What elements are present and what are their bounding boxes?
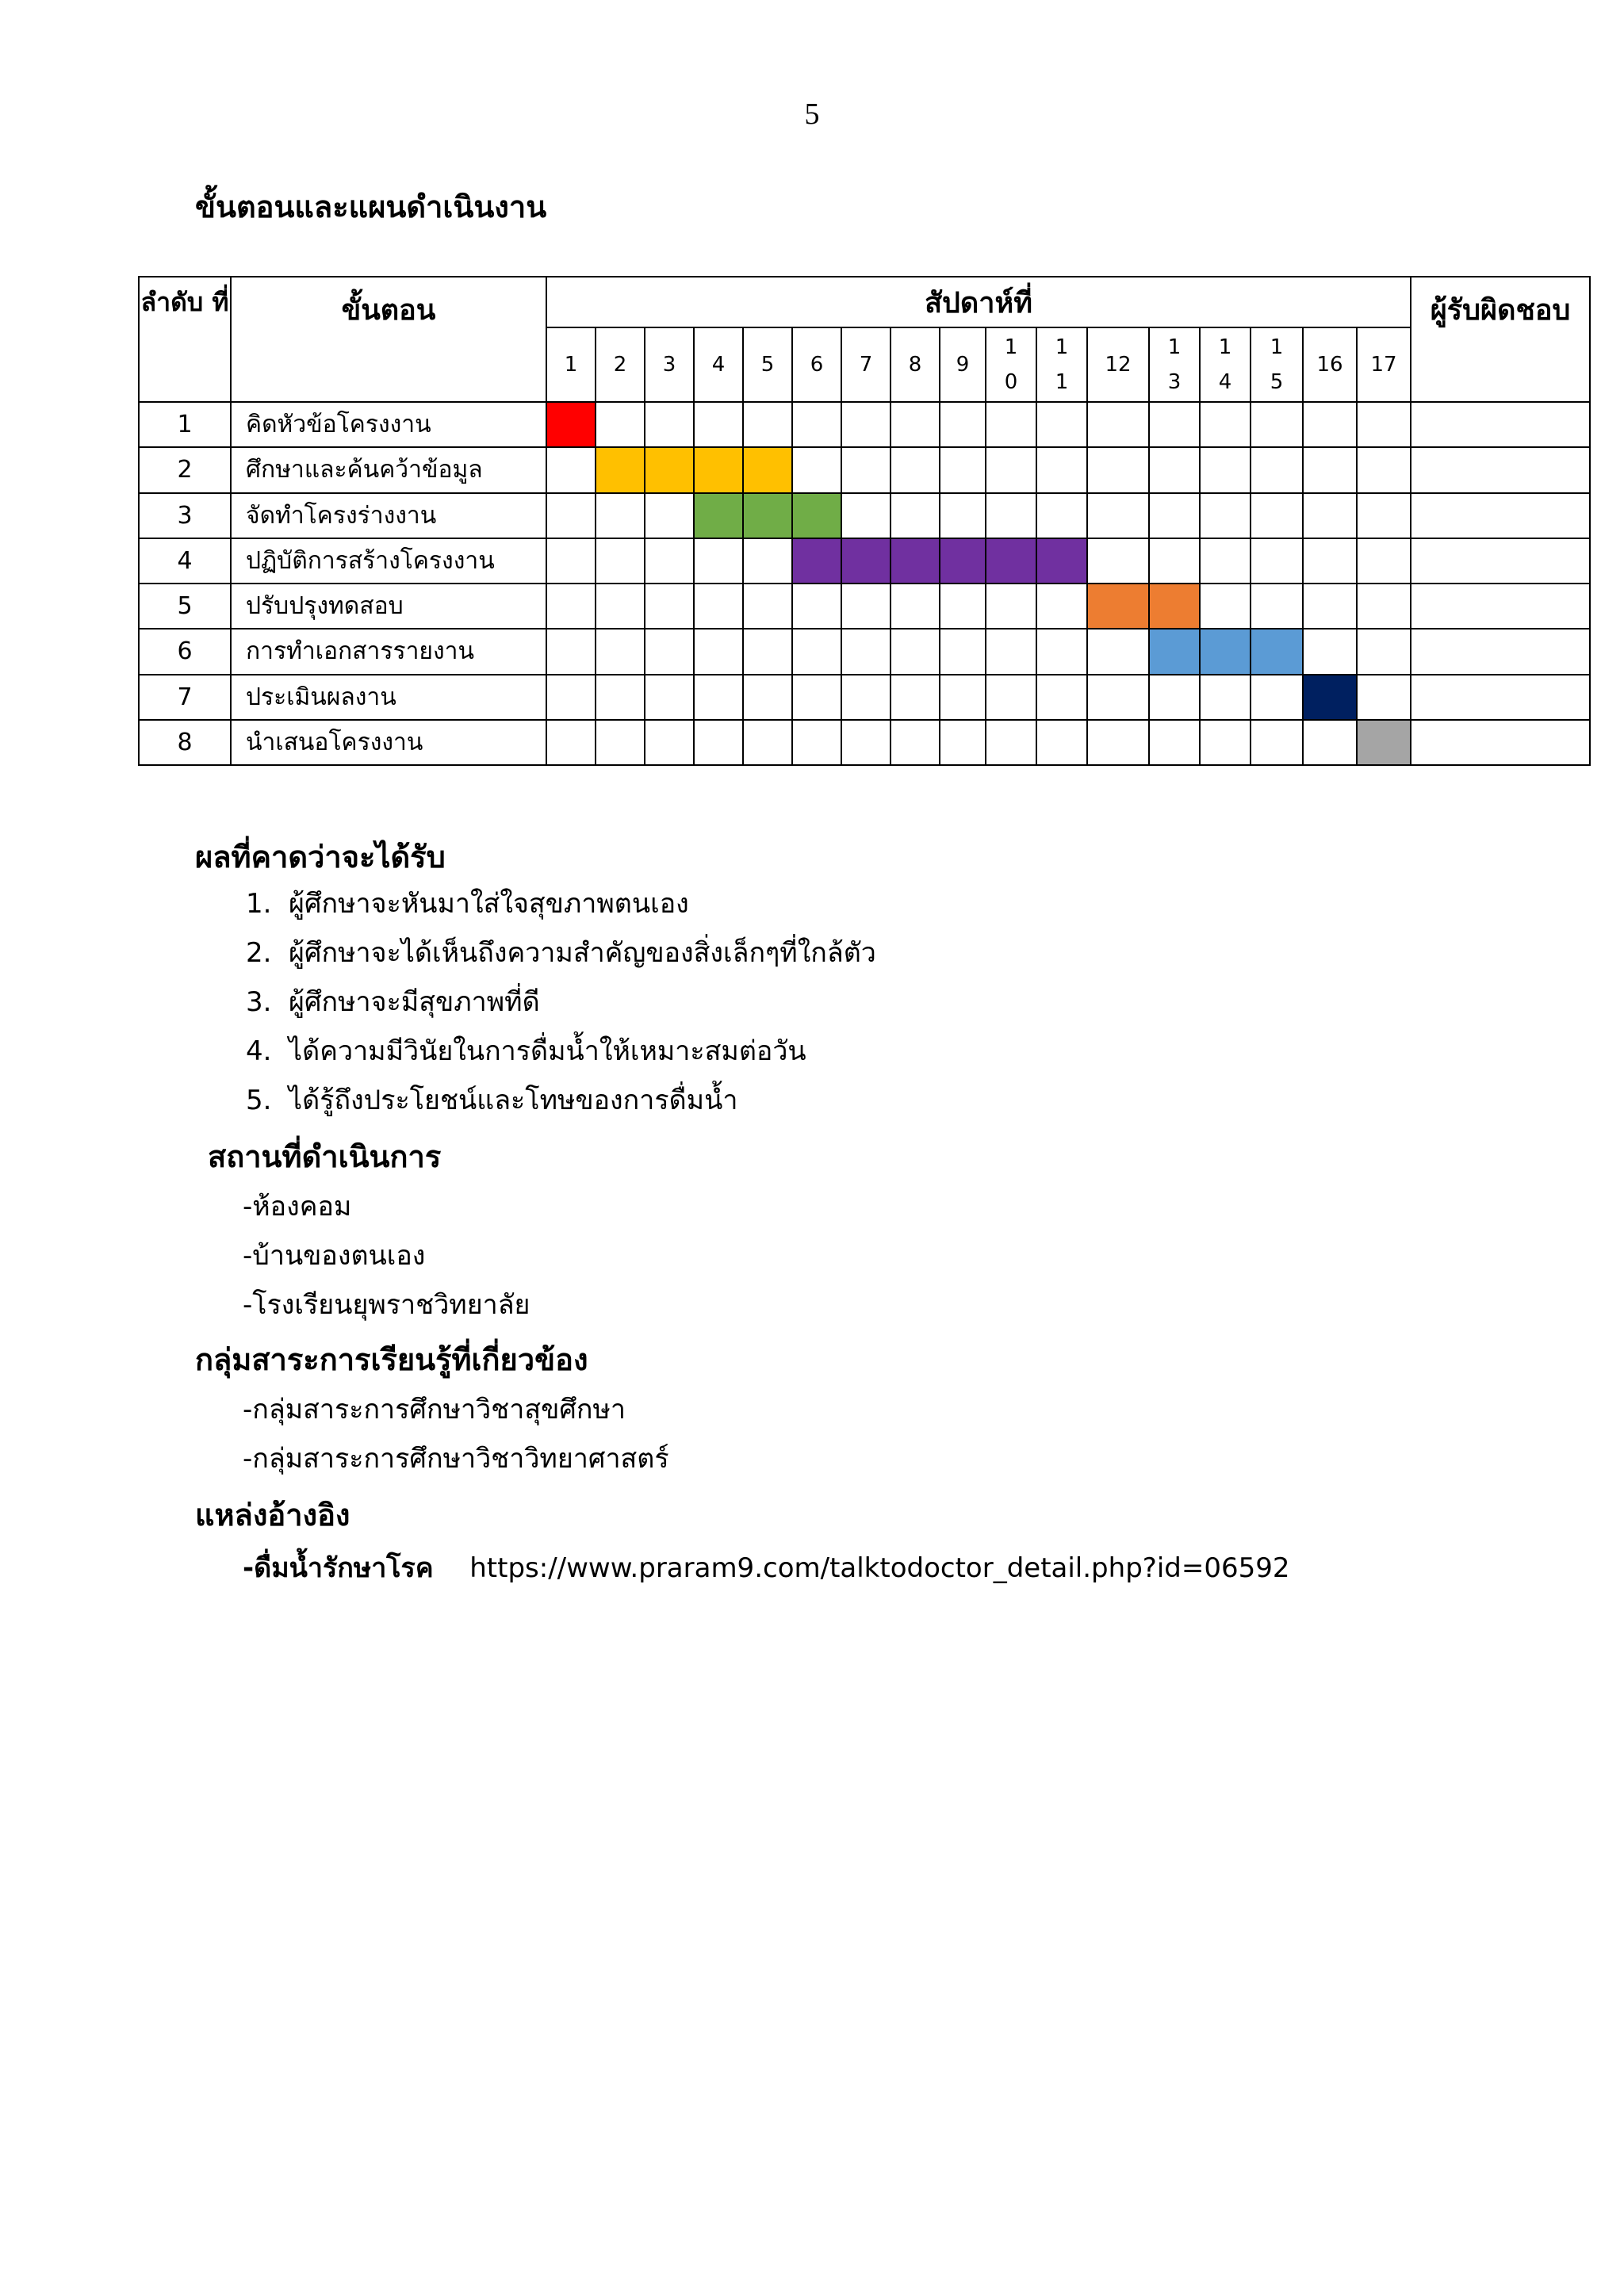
gantt-empty-cell [1036,675,1087,720]
gantt-empty-cell [743,720,792,765]
week-number: 12 [1087,327,1149,402]
gantt-empty-cell [1357,493,1411,538]
gantt-empty-cell [1149,402,1200,447]
table-row [139,629,1590,674]
week-number: 9 [940,327,986,402]
gantt-empty-cell [891,629,940,674]
row-step: คิดหัวข้อโครงงาน [231,402,546,447]
gantt-empty-cell [891,493,940,538]
list-item: -บ้านของตนเอง [243,1240,426,1272]
gantt-bar-cell [1251,629,1303,674]
gantt-empty-cell [1087,720,1149,765]
gantt-empty-cell [841,629,891,674]
week-number: 3 [645,327,694,402]
gantt-empty-cell [1200,447,1251,492]
gantt-empty-cell [1036,629,1087,674]
week-number: 1 0 [986,327,1036,402]
gantt-empty-cell [1303,402,1357,447]
gantt-empty-cell [841,584,891,629]
gantt-empty-cell [694,402,743,447]
gantt-empty-cell [743,629,792,674]
row-number: 8 [139,720,231,765]
plan-heading: ขั้นตอนและแผนดำเนินงาน [195,189,547,224]
gantt-empty-cell [940,584,986,629]
gantt-bar-cell [792,538,841,584]
gantt-empty-cell [1149,447,1200,492]
gantt-empty-cell [1087,629,1149,674]
list-item: -ห้องคอม [243,1191,352,1223]
gantt-empty-cell [596,493,645,538]
location-heading: สถานที่ดำเนินการ [208,1139,442,1174]
gantt-empty-cell [1251,447,1303,492]
gantt-bar-cell [546,402,596,447]
gantt-empty-cell [792,720,841,765]
gantt-empty-cell [1303,493,1357,538]
gantt-empty-cell [645,402,694,447]
gantt-empty-cell [891,584,940,629]
gantt-empty-cell [1357,629,1411,674]
gantt-empty-cell [1087,538,1149,584]
list-item: -โรงเรียนยุพราชวิทยาลัย [243,1289,530,1321]
gantt-bar-cell [1303,675,1357,720]
gantt-empty-cell [1357,584,1411,629]
gantt-empty-cell [986,675,1036,720]
gantt-empty-cell [1303,629,1357,674]
table-row [139,675,1590,720]
page-number: 5 [804,98,820,131]
gantt-empty-cell [940,493,986,538]
row-responsible [1411,675,1590,720]
gantt-bar-cell [891,538,940,584]
gantt-empty-cell [1303,447,1357,492]
list-item: 5. ได้รู้ถึงประโยชน์และโทษของการดื่มน้ำ [246,1085,738,1116]
location-list [243,1184,530,1332]
table-row [139,584,1590,629]
row-responsible [1411,584,1590,629]
gantt-empty-cell [694,720,743,765]
list-item: 1. ผู้ศึกษาจะหันมาใส่ใจสุขภาพตนเอง [246,888,689,920]
row-number: 7 [139,675,231,720]
row-step: ปฏิบัติการสร้างโครงงาน [231,538,546,584]
gantt-empty-cell [1251,493,1303,538]
gantt-empty-cell [940,402,986,447]
gantt-empty-cell [743,675,792,720]
gantt-bar-cell [743,493,792,538]
table-row [139,720,1590,765]
list-item: -กลุ่มสาระการศึกษาวิชาวิทยาศาสตร์ [243,1443,669,1475]
gantt-empty-cell [743,402,792,447]
gantt-empty-cell [891,447,940,492]
gantt-empty-cell [645,493,694,538]
week-number: 16 [1303,327,1357,402]
gantt-empty-cell [891,402,940,447]
gantt-bar-cell [596,447,645,492]
gantt-empty-cell [1036,447,1087,492]
row-number: 2 [139,447,231,492]
gantt-empty-cell [1087,447,1149,492]
gantt-empty-cell [1200,538,1251,584]
gantt-empty-cell [841,675,891,720]
gantt-empty-cell [1036,720,1087,765]
gantt-bar-cell [1149,584,1200,629]
gantt-empty-cell [1036,493,1087,538]
gantt-empty-cell [1251,402,1303,447]
gantt-bar-cell [645,447,694,492]
gantt-bar-cell [694,493,743,538]
gantt-empty-cell [645,720,694,765]
gantt-empty-cell [1036,402,1087,447]
table-row [139,538,1590,584]
week-number: 1 [546,327,596,402]
gantt-empty-cell [792,447,841,492]
row-step: ปรับปรุงทดสอบ [231,584,546,629]
gantt-empty-cell [1087,402,1149,447]
row-responsible [1411,402,1590,447]
row-step: ศึกษาและค้นคว้าข้อมูล [231,447,546,492]
gantt-empty-cell [986,629,1036,674]
gantt-empty-cell [1251,538,1303,584]
gantt-bar-cell [1149,629,1200,674]
gantt-empty-cell [986,493,1036,538]
row-number: 5 [139,584,231,629]
gantt-empty-cell [841,720,891,765]
gantt-empty-cell [694,538,743,584]
gantt-empty-cell [792,402,841,447]
week-number: 4 [694,327,743,402]
gantt-empty-cell [596,584,645,629]
gantt-empty-cell [645,584,694,629]
week-number: 1 3 [1149,327,1200,402]
gantt-empty-cell [792,629,841,674]
gantt-empty-cell [645,538,694,584]
gantt-empty-cell [1357,675,1411,720]
gantt-empty-cell [1149,720,1200,765]
gantt-bar-cell [743,447,792,492]
gantt-body [139,402,1590,765]
gantt-empty-cell [1251,720,1303,765]
gantt-empty-cell [1149,538,1200,584]
gantt-empty-cell [1303,584,1357,629]
list-item: 4. ได้ความมีวินัยในการดื่มน้ำให้เหมาะสมต่อวัน [246,1035,806,1067]
week-number: 8 [891,327,940,402]
row-responsible [1411,493,1590,538]
gantt-empty-cell [1149,675,1200,720]
gantt-empty-cell [546,584,596,629]
gantt-empty-cell [1357,447,1411,492]
row-number: 3 [139,493,231,538]
gantt-empty-cell [546,675,596,720]
week-number: 1 5 [1251,327,1303,402]
gantt-empty-cell [986,584,1036,629]
gantt-bar-cell [1200,629,1251,674]
row-step: การทำเอกสารรายงาน [231,629,546,674]
gantt-empty-cell [1357,538,1411,584]
gantt-empty-cell [891,675,940,720]
col-resp-header: ผู้รับผิดชอบ [1411,277,1590,402]
week-number: 6 [792,327,841,402]
gantt-empty-cell [841,402,891,447]
row-number: 1 [139,402,231,447]
gantt-empty-cell [1200,675,1251,720]
week-number: 1 1 [1036,327,1087,402]
gantt-empty-cell [792,675,841,720]
week-number: 17 [1357,327,1411,402]
gantt-empty-cell [841,493,891,538]
gantt-empty-cell [841,447,891,492]
subjects-heading: กลุ่มสาระการเรียนรู้ที่เกี่ยวข้อง [195,1342,588,1377]
row-number: 4 [139,538,231,584]
gantt-empty-cell [986,447,1036,492]
week-number: 1 4 [1200,327,1251,402]
col-no-header: ลำดับ ที่ [139,277,231,402]
gantt-empty-cell [986,720,1036,765]
results-list [246,882,876,1127]
gantt-empty-cell [694,584,743,629]
reference-label: -ดื่มน้ำรักษาโรค [243,1552,434,1584]
list-item: 2. ผู้ศึกษาจะได้เห็นถึงความสำคัญของสิ่งเล็กๆที่ใกล้ตัว [246,937,876,969]
gantt-empty-cell [645,675,694,720]
gantt-bar-cell [841,538,891,584]
week-number: 2 [596,327,645,402]
gantt-empty-cell [1251,675,1303,720]
reference-url[interactable]: https://www.praram9.com/talktodoctor_detail.php?id=06592 [469,1552,1290,1584]
gantt-empty-cell [596,720,645,765]
gantt-empty-cell [1036,584,1087,629]
gantt-empty-cell [694,675,743,720]
table-row [139,402,1590,447]
col-step-header: ขั้นตอน [231,277,546,402]
week-number: 7 [841,327,891,402]
list-item: -กลุ่มสาระการศึกษาวิชาสุขศึกษา [243,1394,626,1425]
gantt-empty-cell [1303,720,1357,765]
row-step: จัดทำโครงร่างงาน [231,493,546,538]
gantt-empty-cell [986,402,1036,447]
table-row [139,493,1590,538]
gantt-empty-cell [596,538,645,584]
list-item: 3. ผู้ศึกษาจะมีสุขภาพที่ดี [246,986,540,1018]
subjects-list [243,1387,669,1486]
gantt-bar-cell [940,538,986,584]
reference-item [243,1546,1290,1589]
gantt-empty-cell [891,720,940,765]
results-heading: ผลที่คาดว่าจะได้รับ [195,840,446,874]
gantt-empty-cell [546,720,596,765]
gantt-empty-cell [1149,493,1200,538]
gantt-empty-cell [694,629,743,674]
gantt-bar-cell [694,447,743,492]
gantt-empty-cell [940,675,986,720]
gantt-empty-cell [1200,584,1251,629]
row-number: 6 [139,629,231,674]
gantt-bar-cell [986,538,1036,584]
gantt-empty-cell [596,402,645,447]
gantt-bar-cell [792,493,841,538]
gantt-empty-cell [1303,538,1357,584]
week-number: 5 [743,327,792,402]
gantt-empty-cell [940,447,986,492]
row-responsible [1411,538,1590,584]
row-responsible [1411,720,1590,765]
gantt-empty-cell [1357,402,1411,447]
gantt-empty-cell [546,493,596,538]
gantt-empty-cell [546,538,596,584]
gantt-empty-cell [596,675,645,720]
row-step: ประเมินผลงาน [231,675,546,720]
gantt-table [138,276,1591,766]
col-week-header: สัปดาห์ที่ [546,277,1411,327]
gantt-empty-cell [743,538,792,584]
gantt-empty-cell [940,720,986,765]
gantt-empty-cell [546,447,596,492]
gantt-bar-cell [1357,720,1411,765]
gantt-bar-cell [1087,584,1149,629]
gantt-empty-cell [1200,720,1251,765]
gantt-empty-cell [1087,493,1149,538]
gantt-empty-cell [546,629,596,674]
gantt-empty-cell [1251,584,1303,629]
gantt-empty-cell [792,584,841,629]
gantt-empty-cell [1087,675,1149,720]
gantt-empty-cell [940,629,986,674]
gantt-bar-cell [1036,538,1087,584]
gantt-empty-cell [1200,402,1251,447]
gantt-empty-cell [645,629,694,674]
gantt-empty-cell [743,584,792,629]
gantt-empty-cell [1200,493,1251,538]
references-heading: แหล่งอ้างอิง [195,1498,350,1533]
gantt-empty-cell [596,629,645,674]
table-row [139,447,1590,492]
row-responsible [1411,629,1590,674]
row-responsible [1411,447,1590,492]
row-step: นำเสนอโครงงาน [231,720,546,765]
